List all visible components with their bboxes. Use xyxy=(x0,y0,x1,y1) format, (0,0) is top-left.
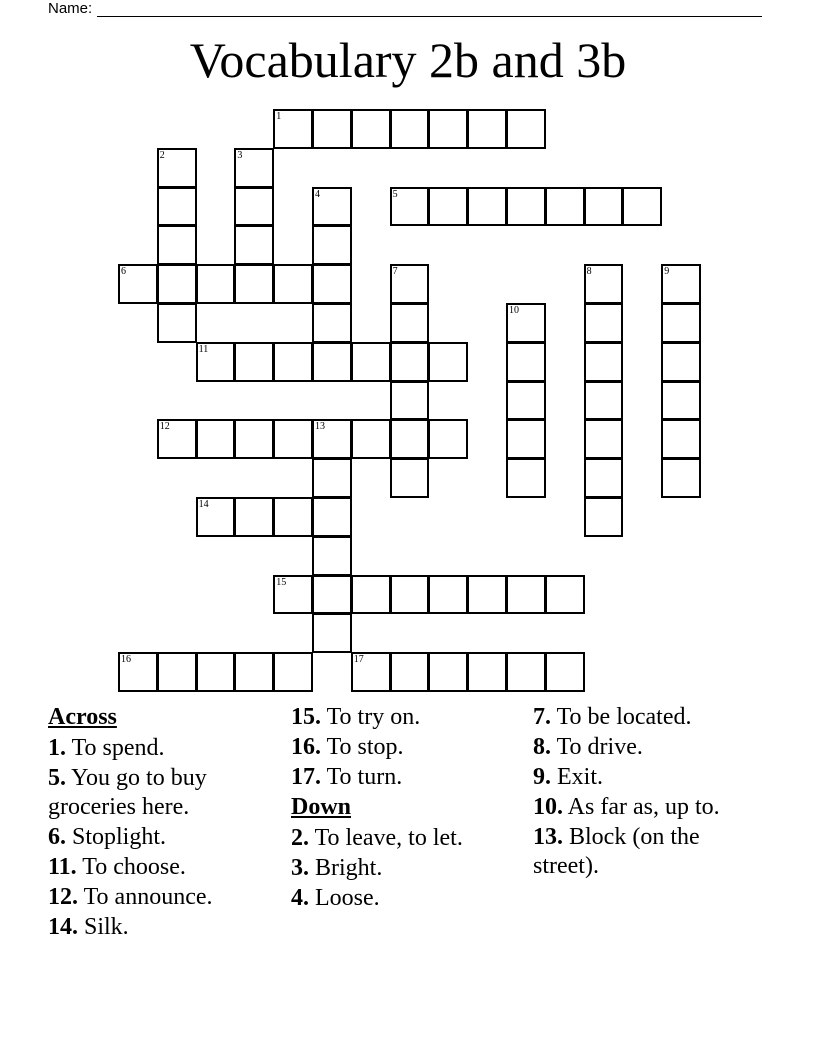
clues-column-2 xyxy=(291,703,491,914)
clue-text: Silk. xyxy=(78,914,129,940)
clue-number: 15 xyxy=(276,576,287,588)
clue-number-label: 13. xyxy=(533,824,563,850)
crossword-cell[interactable] xyxy=(312,575,352,615)
across-clue xyxy=(48,853,273,882)
crossword-cell[interactable] xyxy=(506,458,546,498)
clue-text: To leave, to let. xyxy=(309,825,463,851)
clue-text: To be located. xyxy=(551,704,692,730)
crossword-cell[interactable] xyxy=(661,342,701,382)
crossword-cell[interactable] xyxy=(273,342,313,382)
clue-number-label: 5. xyxy=(48,765,66,791)
crossword-cell[interactable] xyxy=(390,303,430,343)
clue-text: To choose. xyxy=(76,854,186,880)
crossword-cell[interactable] xyxy=(506,109,546,149)
crossword-cell[interactable] xyxy=(467,187,507,227)
across-clue xyxy=(48,734,273,763)
crossword-cell[interactable] xyxy=(661,419,701,459)
across-clue xyxy=(48,764,273,822)
crossword-cell[interactable] xyxy=(157,303,197,343)
crossword-cell[interactable] xyxy=(157,225,197,265)
clue-text: Block (on the street). xyxy=(533,824,700,879)
crossword-cell[interactable] xyxy=(467,575,507,615)
crossword-cell[interactable] xyxy=(390,381,430,421)
clue-number: 16 xyxy=(121,654,131,666)
clue-number: 5 xyxy=(392,188,398,200)
clue-text: To drive. xyxy=(551,734,643,760)
crossword-cell[interactable] xyxy=(390,419,430,459)
clue-number: 1 xyxy=(276,111,282,122)
crossword-cell[interactable] xyxy=(196,497,236,537)
clue-number: 9 xyxy=(664,266,670,278)
crossword-cell[interactable] xyxy=(351,419,391,459)
name-label: Name: xyxy=(48,0,93,17)
crossword-cell[interactable] xyxy=(351,575,391,615)
crossword-cell[interactable] xyxy=(312,458,352,498)
crossword-cell[interactable] xyxy=(545,187,585,227)
crossword-cell[interactable] xyxy=(661,264,701,304)
crossword-cell[interactable] xyxy=(584,381,624,421)
crossword-cell[interactable] xyxy=(234,497,274,537)
clue-text: To spend. xyxy=(66,735,165,761)
crossword-cell[interactable] xyxy=(234,187,274,227)
crossword-cell[interactable] xyxy=(312,109,352,149)
across-clue xyxy=(48,823,273,852)
crossword-cell[interactable] xyxy=(506,303,546,343)
across-clue xyxy=(291,703,491,732)
crossword-cell[interactable] xyxy=(428,109,468,149)
clue-number-label: 10. xyxy=(533,794,563,820)
crossword-cell[interactable] xyxy=(351,342,391,382)
across-heading: Across xyxy=(48,704,117,730)
crossword-cell[interactable] xyxy=(118,264,158,304)
crossword-cell[interactable] xyxy=(428,419,468,459)
crossword-cell[interactable] xyxy=(545,575,585,615)
clue-text: Stoplight. xyxy=(66,824,167,850)
crossword-cell[interactable] xyxy=(584,419,624,459)
crossword-cell[interactable] xyxy=(234,342,274,382)
clue-number: 6 xyxy=(121,266,126,278)
crossword-cell[interactable] xyxy=(584,264,624,304)
down-clue xyxy=(533,823,758,881)
crossword-cell[interactable] xyxy=(428,187,468,227)
clue-number-label: 4. xyxy=(291,885,309,911)
crossword-cell[interactable] xyxy=(234,264,274,304)
crossword-cell[interactable] xyxy=(312,187,352,227)
clue-text: To turn. xyxy=(321,764,403,790)
clue-number: 3 xyxy=(237,149,243,161)
crossword-cell[interactable] xyxy=(661,303,701,343)
clues-column-3 xyxy=(533,703,758,882)
down-clue xyxy=(291,824,491,853)
crossword-cell[interactable] xyxy=(234,652,274,692)
crossword-cell[interactable] xyxy=(234,225,274,265)
crossword-cell[interactable] xyxy=(273,109,313,149)
clue-number-label: 6. xyxy=(48,824,66,850)
crossword-cell[interactable] xyxy=(312,419,352,459)
crossword-cell[interactable] xyxy=(545,652,585,692)
crossword-cell[interactable] xyxy=(157,419,197,459)
crossword-cell[interactable] xyxy=(428,342,468,382)
crossword-cell[interactable] xyxy=(157,652,197,692)
down-clue xyxy=(533,793,758,822)
across-clue xyxy=(291,763,491,792)
clue-text: To try on. xyxy=(321,704,421,730)
down-clue-list xyxy=(291,824,491,913)
crossword-cell[interactable] xyxy=(506,419,546,459)
crossword-cell[interactable] xyxy=(390,342,430,382)
crossword-cell[interactable] xyxy=(312,342,352,382)
clue-number-label: 2. xyxy=(291,825,309,851)
crossword-cell[interactable] xyxy=(273,652,313,692)
crossword-cell[interactable] xyxy=(622,187,662,227)
down-clue-list-continued xyxy=(533,703,758,881)
clue-number-label: 15. xyxy=(291,704,321,730)
crossword-cell[interactable] xyxy=(234,419,274,459)
crossword-cell[interactable] xyxy=(390,187,430,227)
clue-text: To announce. xyxy=(78,884,213,910)
down-heading: Down xyxy=(291,794,352,820)
crossword-cell[interactable] xyxy=(312,536,352,576)
clue-number-label: 8. xyxy=(533,734,551,760)
down-clue xyxy=(533,733,758,762)
crossword-cell[interactable] xyxy=(273,497,313,537)
down-clue xyxy=(533,703,758,732)
crossword-cell[interactable] xyxy=(390,458,430,498)
crossword-cell[interactable] xyxy=(390,652,430,692)
clue-number: 7 xyxy=(392,266,398,278)
crossword-cell[interactable] xyxy=(584,187,624,227)
across-clue-list xyxy=(48,734,273,942)
crossword-cell[interactable] xyxy=(157,187,197,227)
clue-text: Exit. xyxy=(551,764,603,790)
crossword-cell[interactable] xyxy=(196,264,236,304)
crossword-cell[interactable] xyxy=(196,419,236,459)
clue-number: 13 xyxy=(315,421,325,433)
crossword-cell[interactable] xyxy=(506,187,546,227)
clue-number-label: 9. xyxy=(533,764,551,790)
clues-column-1 xyxy=(48,703,273,943)
across-clue-list-continued xyxy=(291,703,491,792)
clue-number: 2 xyxy=(159,149,165,161)
crossword-cell[interactable] xyxy=(506,342,546,382)
crossword-cell[interactable] xyxy=(661,458,701,498)
crossword-cell[interactable] xyxy=(584,303,624,343)
crossword-cell[interactable] xyxy=(584,342,624,382)
crossword-cell[interactable] xyxy=(506,652,546,692)
crossword-cell[interactable] xyxy=(273,264,313,304)
clue-number-label: 11. xyxy=(48,854,77,880)
clue-number: 8 xyxy=(586,266,592,278)
crossword-cell[interactable] xyxy=(506,381,546,421)
crossword-cell[interactable] xyxy=(196,652,236,692)
crossword-cell[interactable] xyxy=(390,575,430,615)
page-title: Vocabulary 2b and 3b xyxy=(189,32,627,88)
clue-text: Loose. xyxy=(309,885,380,911)
crossword-cell[interactable] xyxy=(312,264,352,304)
clue-number-label: 14. xyxy=(48,914,78,940)
crossword-cell[interactable] xyxy=(118,652,158,692)
crossword-cell[interactable] xyxy=(312,497,352,537)
clue-text: To stop. xyxy=(321,734,404,760)
crossword-cell[interactable] xyxy=(234,148,274,188)
clue-number: 12 xyxy=(159,421,170,433)
clue-text: You go to buy groceries here. xyxy=(48,765,207,820)
crossword-cell[interactable] xyxy=(390,264,430,304)
crossword-cell[interactable] xyxy=(467,652,507,692)
across-clue xyxy=(48,913,273,942)
clue-number-label: 7. xyxy=(533,704,551,730)
clue-number: 17 xyxy=(353,654,364,666)
crossword-cell[interactable] xyxy=(273,419,313,459)
clue-number: 10 xyxy=(509,305,519,316)
clue-number: 4 xyxy=(315,188,320,200)
clue-number: 11 xyxy=(198,343,209,355)
clue-number-label: 12. xyxy=(48,884,78,910)
crossword-cell[interactable] xyxy=(157,264,197,304)
across-clue xyxy=(48,883,273,912)
across-clue xyxy=(291,733,491,762)
down-clue xyxy=(291,884,491,913)
crossword-cell[interactable] xyxy=(467,109,507,149)
crossword-cell[interactable] xyxy=(506,575,546,615)
crossword-cell[interactable] xyxy=(661,381,701,421)
clue-number-label: 3. xyxy=(291,855,309,881)
down-clue xyxy=(533,763,758,792)
crossword-cell[interactable] xyxy=(428,652,468,692)
clue-text: Bright. xyxy=(309,855,383,881)
crossword-cell[interactable] xyxy=(312,225,352,265)
clue-number-label: 1. xyxy=(48,735,66,761)
crossword-cell[interactable] xyxy=(351,652,391,692)
crossword-cell[interactable] xyxy=(157,148,197,188)
clue-text: As far as, up to. xyxy=(563,794,720,820)
clue-number: 14 xyxy=(198,499,209,510)
crossword-cell[interactable] xyxy=(390,109,430,149)
crossword-cell[interactable] xyxy=(312,303,352,343)
crossword-cell[interactable] xyxy=(428,575,468,615)
crossword-cell[interactable] xyxy=(584,497,624,537)
clue-number-label: 17. xyxy=(291,764,321,790)
crossword-cell[interactable] xyxy=(196,342,236,382)
crossword-cell[interactable] xyxy=(312,613,352,653)
crossword-cell[interactable] xyxy=(351,109,391,149)
crossword-cell[interactable] xyxy=(273,575,313,615)
crossword-cell[interactable] xyxy=(584,458,624,498)
clue-number-label: 16. xyxy=(291,734,321,760)
down-clue xyxy=(291,854,491,883)
